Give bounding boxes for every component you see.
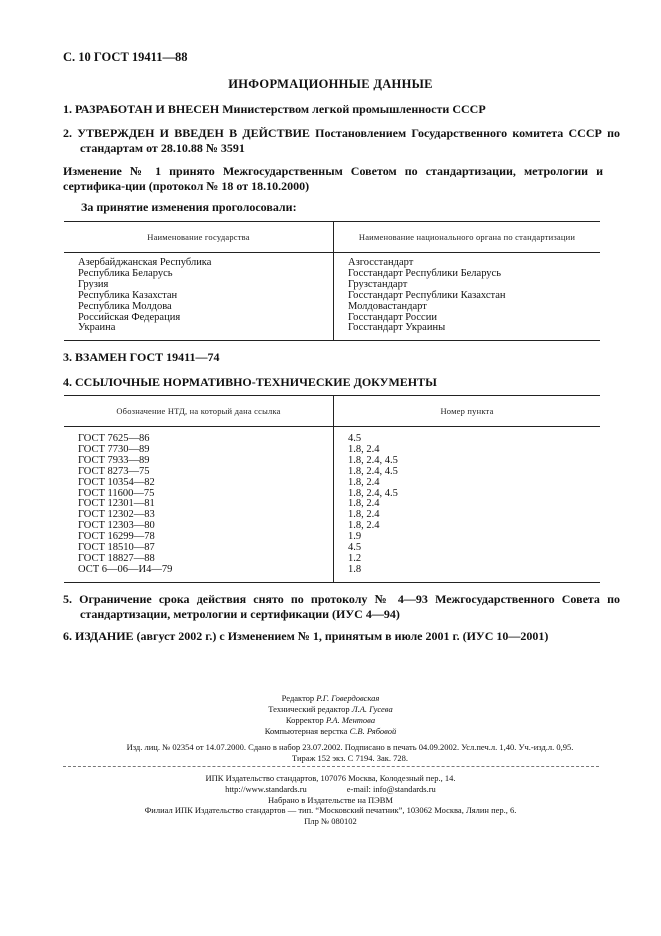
voted-heading: За принятие изменения проголосовали: <box>81 200 297 214</box>
point-ref: 1.8 <box>348 563 362 575</box>
imprint-line: Изд. лиц. № 02354 от 14.07.2000. Сдано в набор 23.07.2002. Подписано в печать 04.09.2002. Усл.печ.л. 1,40. Уч.-изд.л. 0,95. <box>126 742 574 752</box>
item-replaces: 3. ВЗАМЕН ГОСТ 19411—74 <box>63 350 220 364</box>
credits-block <box>0 693 661 737</box>
body-name: Госстандарт России <box>348 311 437 323</box>
section-title: ИНФОРМАЦИОННЫЕ ДАННЫЕ <box>228 77 433 91</box>
credit-label: Компьютерная верстка <box>264 726 348 736</box>
state-name: Украина <box>78 322 116 334</box>
body-name: Молдовастандарт <box>348 300 427 312</box>
doc-ref: ГОСТ 12302—83 <box>78 509 155 521</box>
col-header-body: Наименование национального органа по стандартизации <box>334 222 601 253</box>
point-ref: 1.8, 2.4 <box>348 520 380 532</box>
page-header: С. 10 ГОСТ 19411—88 <box>63 50 188 64</box>
body-name: Госстандарт Республики Казахстан <box>348 289 506 301</box>
point-ref: 1.8, 2.4 <box>348 498 380 510</box>
publisher-line: ИПК Издательство стандартов, 107076 Москва, Колодезный пер., 14. <box>205 773 456 783</box>
point-ref: 1.8, 2.4 <box>348 443 380 455</box>
publisher-block <box>0 773 661 827</box>
point-ref: 1.8, 2.4, 4.5 <box>348 487 398 499</box>
publisher-line: Набрано в Издательстве на ПЭВМ <box>268 794 393 805</box>
voting-table <box>64 221 600 341</box>
body-name: Госстандарт Республики Беларусь <box>348 267 502 279</box>
doc-ref: ГОСТ 7730—89 <box>78 443 150 455</box>
divider <box>63 766 599 767</box>
item-approved: 2. УТВЕРЖДЕН И ВВЕДЕН В ДЕЙСТВИЕ Постановлением Государственного комитета СССР по стандартам от 28.10.88 № 3591 <box>63 126 620 155</box>
publisher-email: e-mail: info@standards.ru <box>346 783 436 794</box>
point-ref: 4.5 <box>348 542 362 554</box>
doc-ref: ОСТ 6—06—И4—79 <box>78 563 173 575</box>
doc-ref: ГОСТ 16299—78 <box>78 531 155 543</box>
state-name: Республика Молдова <box>78 300 172 312</box>
credit-person: Р.Г. Говердовская <box>316 693 380 703</box>
publisher-web: http://www.standards.ru <box>225 783 307 794</box>
credit-label: Редактор <box>281 693 315 703</box>
doc-ref: ГОСТ 11600—75 <box>78 487 155 499</box>
item-edition: 6. ИЗДАНИЕ (август 2002 г.) с Изменением № 1, принятым в июле 2001 г. (ИУС 10—2001) <box>63 629 549 643</box>
states-cell <box>64 253 334 341</box>
credit-label: Корректор <box>285 715 324 725</box>
doc-ref: ГОСТ 8273—75 <box>78 465 150 477</box>
point-ref: 1.8, 2.4 <box>348 476 380 488</box>
state-name: Российская Федерация <box>78 311 181 323</box>
bodies-cell <box>334 253 601 341</box>
credit-label: Технический редактор <box>268 704 350 714</box>
point-ref: 4.5 <box>348 433 362 444</box>
credit-person: С.В. Рябовой <box>349 726 397 736</box>
state-name: Грузия <box>78 278 109 290</box>
item-references: 4. ССЫЛОЧНЫЕ НОРМАТИВНО-ТЕХНИЧЕСКИЕ ДОКУМЕНТЫ <box>63 375 437 389</box>
point-ref: 1.9 <box>348 531 362 543</box>
doc-ref: ГОСТ 12301—81 <box>78 498 155 510</box>
point-ref: 1.2 <box>348 552 362 564</box>
doc-ref: ГОСТ 18510—87 <box>78 542 155 554</box>
state-name: Республика Беларусь <box>78 267 173 279</box>
body-name: Азгосстандарт <box>348 257 414 268</box>
publisher-line: Плр № 080102 <box>304 816 357 827</box>
doc-ref: ГОСТ 12303—80 <box>78 520 155 532</box>
state-name: Республика Казахстан <box>78 289 178 301</box>
item-term-limit: 5. Ограничение срока действия снято по протоколу № 4—93 Межгосударственного Совета по стандартизации, метрологии и сертификации (ИУС 4—94) <box>63 592 620 621</box>
credit-person: Л.А. Гусева <box>351 704 393 714</box>
references-table <box>64 395 600 583</box>
publisher-line: Филиал ИПК Издательство стандартов — тип. “Московский печатник”, 103062 Москва, Лялин пер., 6. <box>144 805 517 816</box>
state-name: Азербайджанская Республика <box>78 257 212 268</box>
body-name: Грузстандарт <box>348 278 408 290</box>
docs-cell <box>64 427 334 583</box>
imprint-block <box>90 742 610 764</box>
doc-ref: ГОСТ 10354—82 <box>78 476 155 488</box>
col-header-state: Наименование государства <box>64 222 334 253</box>
body-name: Госстандарт Украины <box>348 322 446 334</box>
points-cell <box>334 427 601 583</box>
doc-ref: ГОСТ 7933—89 <box>78 454 150 466</box>
item-change-note: Изменение № 1 принято Межгосударственным Советом по стандартизации, метрологии и сертифика-ции (протокол № 18 от 18.10.2000) <box>63 164 603 193</box>
doc-ref: ГОСТ 7625—86 <box>78 433 150 444</box>
doc-ref: ГОСТ 18827—88 <box>78 552 155 564</box>
item-developed: 1. РАЗРАБОТАН И ВНЕСЕН Министерством легкой промышленности СССР <box>63 102 486 116</box>
col-header-point: Номер пункта <box>334 396 601 427</box>
imprint-line: Тираж 152 экз. С 7194. Зак. 728. <box>291 753 409 763</box>
point-ref: 1.8, 2.4, 4.5 <box>348 465 398 477</box>
credit-person: Р.А. Ментова <box>325 715 376 725</box>
point-ref: 1.8, 2.4, 4.5 <box>348 454 398 466</box>
point-ref: 1.8, 2.4 <box>348 509 380 521</box>
col-header-doc: Обозначение НТД, на который дана ссылка <box>64 396 334 427</box>
